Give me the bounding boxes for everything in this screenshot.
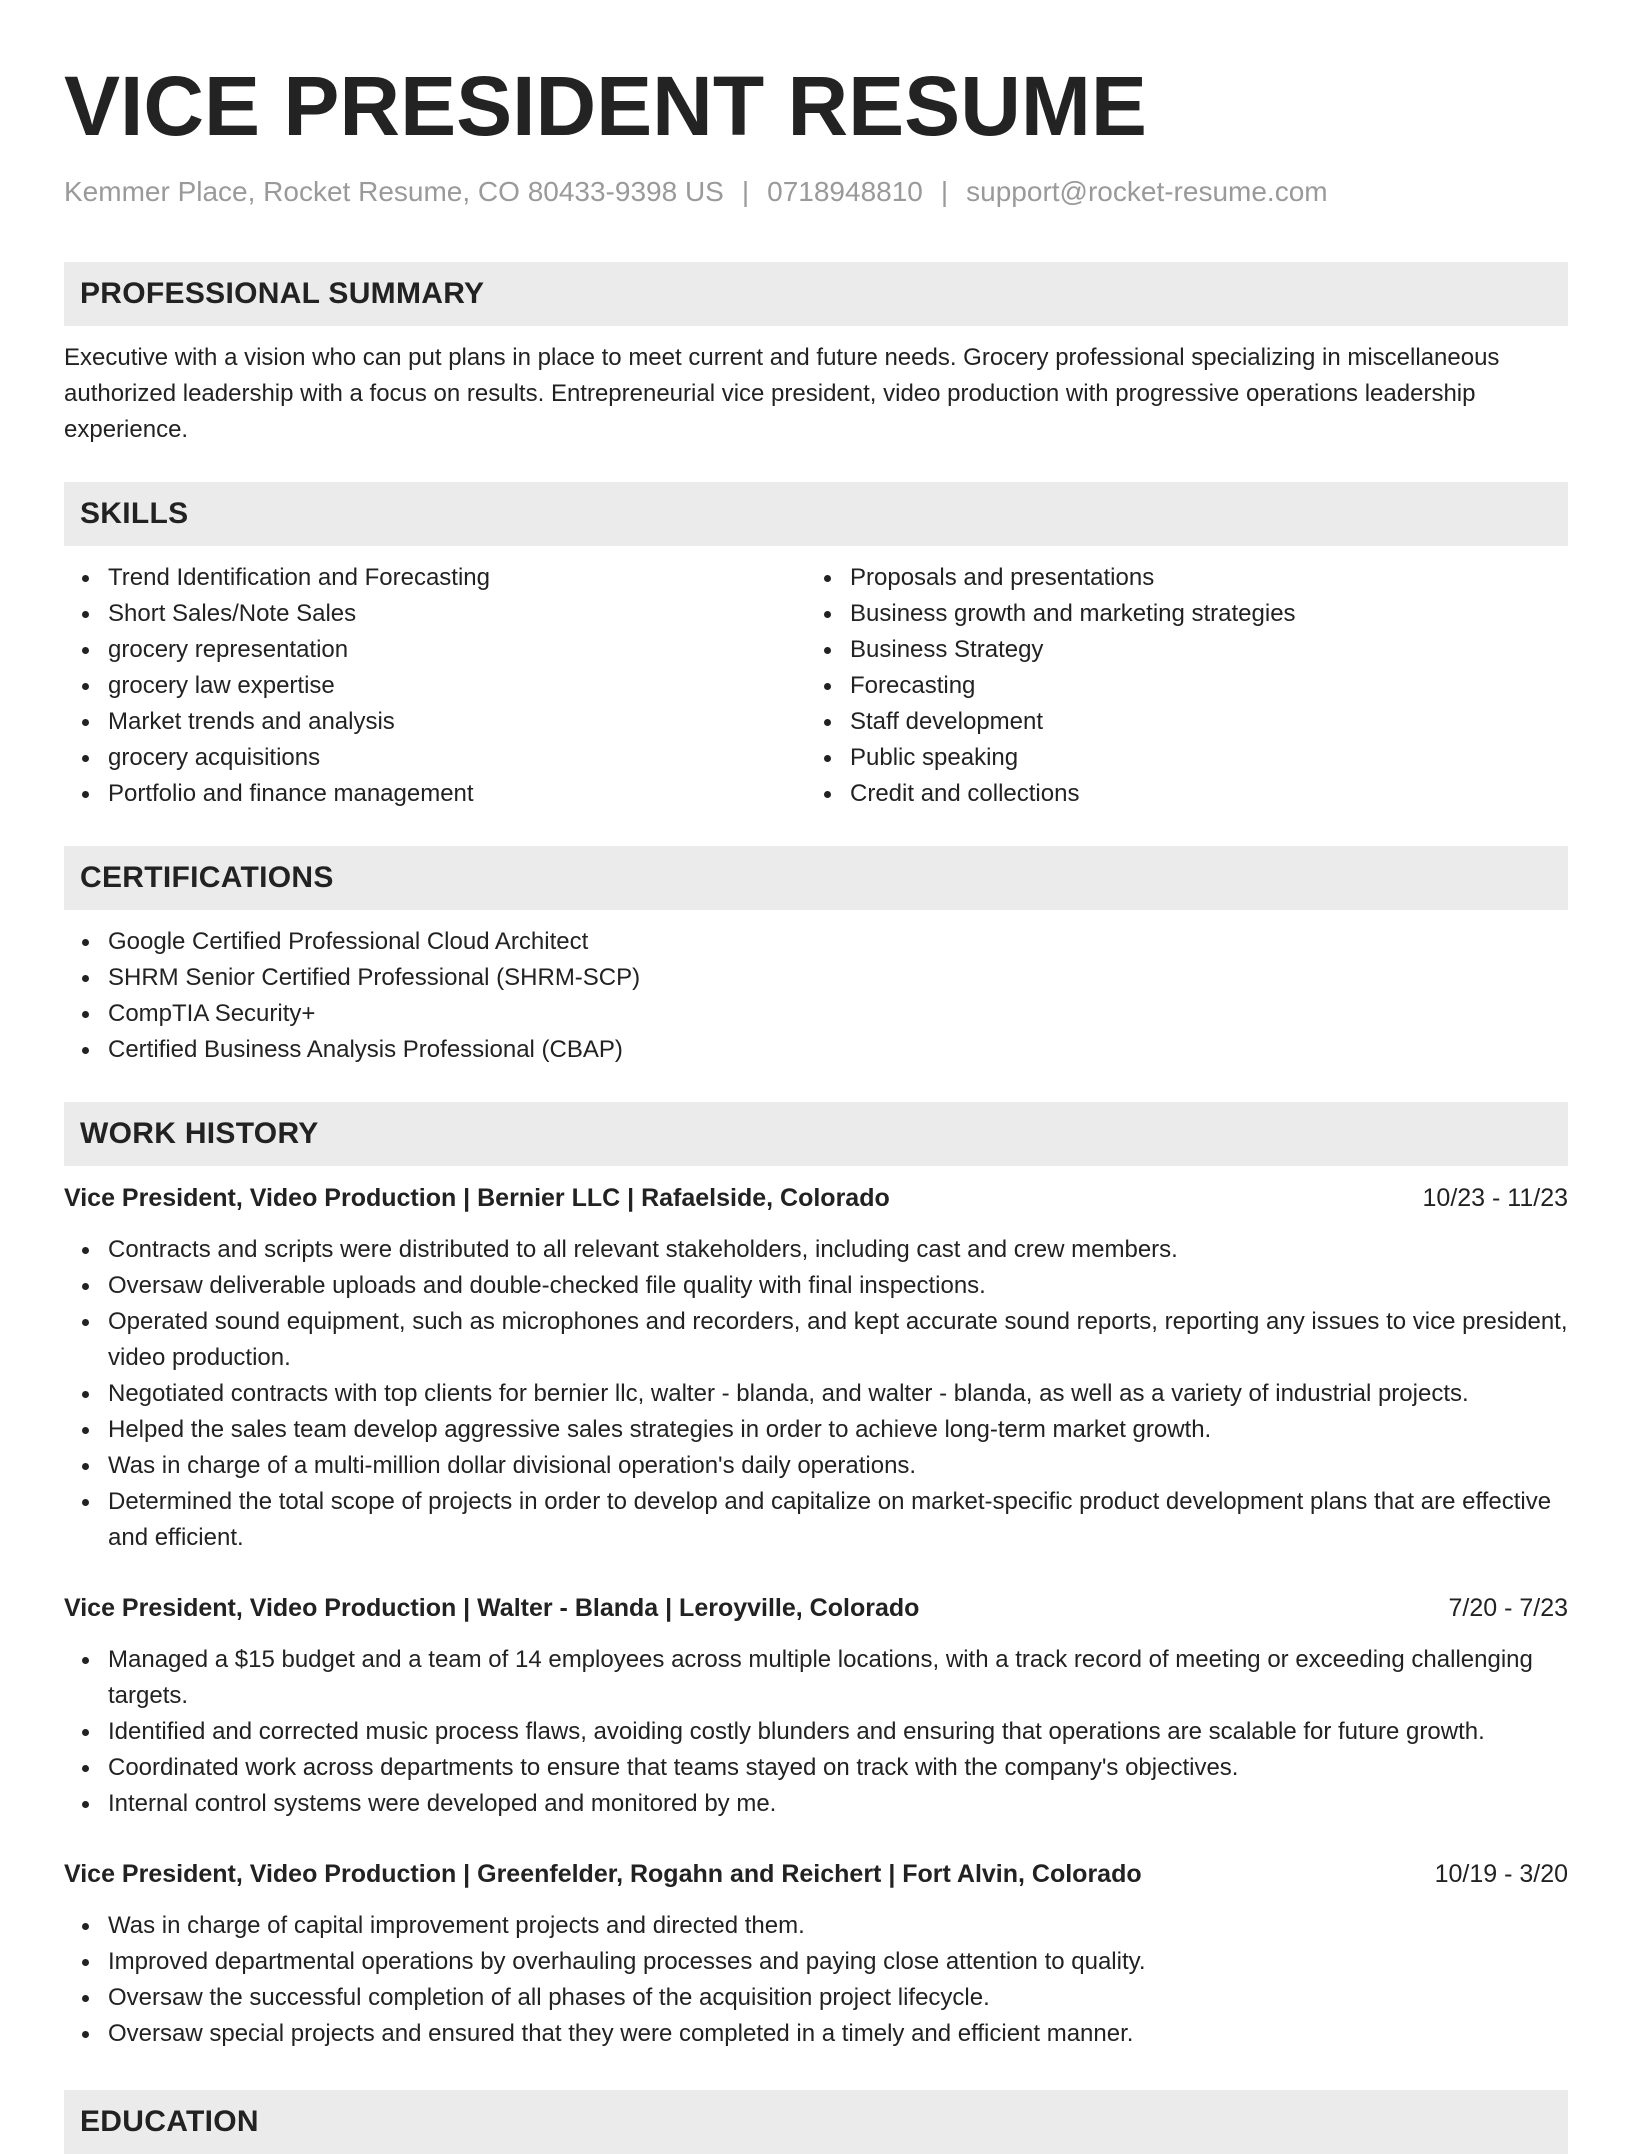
skills-left-list [64, 560, 806, 812]
list-item: grocery law expertise [64, 668, 806, 704]
section-heading: CERTIFICATIONS [64, 846, 1568, 910]
list-item: Negotiated contracts with top clients for bernier llc, walter - blanda, and walter - blanda, as well as a variety of industrial projects. [64, 1376, 1568, 1412]
job-dates: 10/23 - 11/23 [1422, 1184, 1568, 1212]
list-item: Managed a $15 budget and a team of 14 employees across multiple locations, with a track record of meeting or exceeding challenging targets. [64, 1642, 1568, 1714]
list-item: Trend Identification and Forecasting [64, 560, 806, 596]
list-item: Forecasting [806, 668, 1548, 704]
section-heading: SKILLS [64, 482, 1568, 546]
phone: 0718948810 [767, 176, 923, 207]
list-item: grocery representation [64, 632, 806, 668]
section-heading: PROFESSIONAL SUMMARY [64, 262, 1568, 326]
list-item: grocery acquisitions [64, 740, 806, 776]
education-heading: EDUCATION [64, 2090, 1568, 2154]
list-item: Was in charge of capital improvement projects and directed them. [64, 1908, 1568, 1944]
job-bullets [64, 1642, 1568, 1822]
email-link[interactable]: support@rocket-resume.com [966, 176, 1328, 207]
list-item: Oversaw deliverable uploads and double-checked file quality with final inspections. [64, 1268, 1568, 1304]
list-item: Oversaw special projects and ensured that they were completed in a timely and efficient manner. [64, 2016, 1568, 2052]
job-bullets [64, 1232, 1568, 1556]
list-item: Certified Business Analysis Professional (CBAP) [64, 1032, 1568, 1068]
job-bullets [64, 1908, 1568, 2052]
skills-section [64, 482, 1568, 812]
job-title: Vice President, Video Production | Bernier LLC | Rafaelside, Colorado [64, 1184, 890, 1212]
certifications-section [64, 846, 1568, 1068]
job-entry [64, 1590, 1568, 1822]
resume-header [64, 56, 1568, 212]
certifications-list [64, 924, 1568, 1068]
list-item: Oversaw the successful completion of all phases of the acquisition project lifecycle. [64, 1980, 1568, 2016]
job-header [64, 1856, 1568, 1892]
list-item: Business growth and marketing strategies [806, 596, 1548, 632]
list-item: Google Certified Professional Cloud Architect [64, 924, 1568, 960]
summary-text: Executive with a vision who can put plans in place to meet current and future needs. Grocery professional specializing in miscellaneous authorized leadership with a focus on results. Entrepreneurial vice president, video production with progressive operations leadership experience. [64, 344, 1500, 443]
list-item: Short Sales/Note Sales [64, 596, 806, 632]
skills-grid [64, 560, 1568, 812]
jobs-list [64, 1180, 1568, 2052]
list-item: CompTIA Security+ [64, 996, 1568, 1032]
skills-right-list [806, 560, 1548, 812]
job-header [64, 1180, 1568, 1216]
job-dates: 10/19 - 3/20 [1434, 1860, 1568, 1888]
job-title: Vice President, Video Production | Greenfelder, Rogahn and Reichert | Fort Alvin, Colorado [64, 1860, 1142, 1888]
address: Kemmer Place, Rocket Resume, CO 80433-9398 US [64, 176, 724, 207]
list-item: Market trends and analysis [64, 704, 806, 740]
job-entry [64, 1180, 1568, 1556]
list-item: Credit and collections [806, 776, 1548, 812]
page-title: VICE PRESIDENT RESUME [64, 59, 1147, 153]
list-item: Operated sound equipment, such as microphones and recorders, and kept accurate sound reports, reporting any issues to vice president, video production. [64, 1304, 1568, 1376]
list-item: Public speaking [806, 740, 1548, 776]
separator: | [741, 176, 750, 207]
list-item: Staff development [806, 704, 1548, 740]
list-item: Proposals and presentations [806, 560, 1548, 596]
list-item: Helped the sales team develop aggressive sales strategies in order to achieve long-term market growth. [64, 1412, 1568, 1448]
list-item: Contracts and scripts were distributed to all relevant stakeholders, including cast and crew members. [64, 1232, 1568, 1268]
work-history-section [64, 1102, 1568, 2052]
job-entry [64, 1856, 1568, 2052]
list-item: Improved departmental operations by overhauling processes and paying close attention to quality. [64, 1944, 1568, 1980]
list-item: Internal control systems were developed and monitored by me. [64, 1786, 1568, 1822]
job-dates: 7/20 - 7/23 [1448, 1594, 1568, 1622]
contact-line [64, 172, 1568, 212]
summary-section [64, 262, 1568, 448]
list-item: Portfolio and finance management [64, 776, 806, 812]
job-header [64, 1590, 1568, 1626]
list-item: Business Strategy [806, 632, 1548, 668]
list-item: SHRM Senior Certified Professional (SHRM-SCP) [64, 960, 1568, 996]
list-item: Coordinated work across departments to ensure that teams stayed on track with the company's objectives. [64, 1750, 1568, 1786]
section-heading: WORK HISTORY [64, 1102, 1568, 1166]
separator: | [940, 176, 949, 207]
job-title: Vice President, Video Production | Walter - Blanda | Leroyville, Colorado [64, 1594, 920, 1622]
list-item: Determined the total scope of projects in order to develop and capitalize on market-specific product development plans that are effective and efficient. [64, 1484, 1568, 1556]
list-item: Identified and corrected music process flaws, avoiding costly blunders and ensuring that operations are scalable for future growth. [64, 1714, 1568, 1750]
list-item: Was in charge of a multi-million dollar divisional operation's daily operations. [64, 1448, 1568, 1484]
